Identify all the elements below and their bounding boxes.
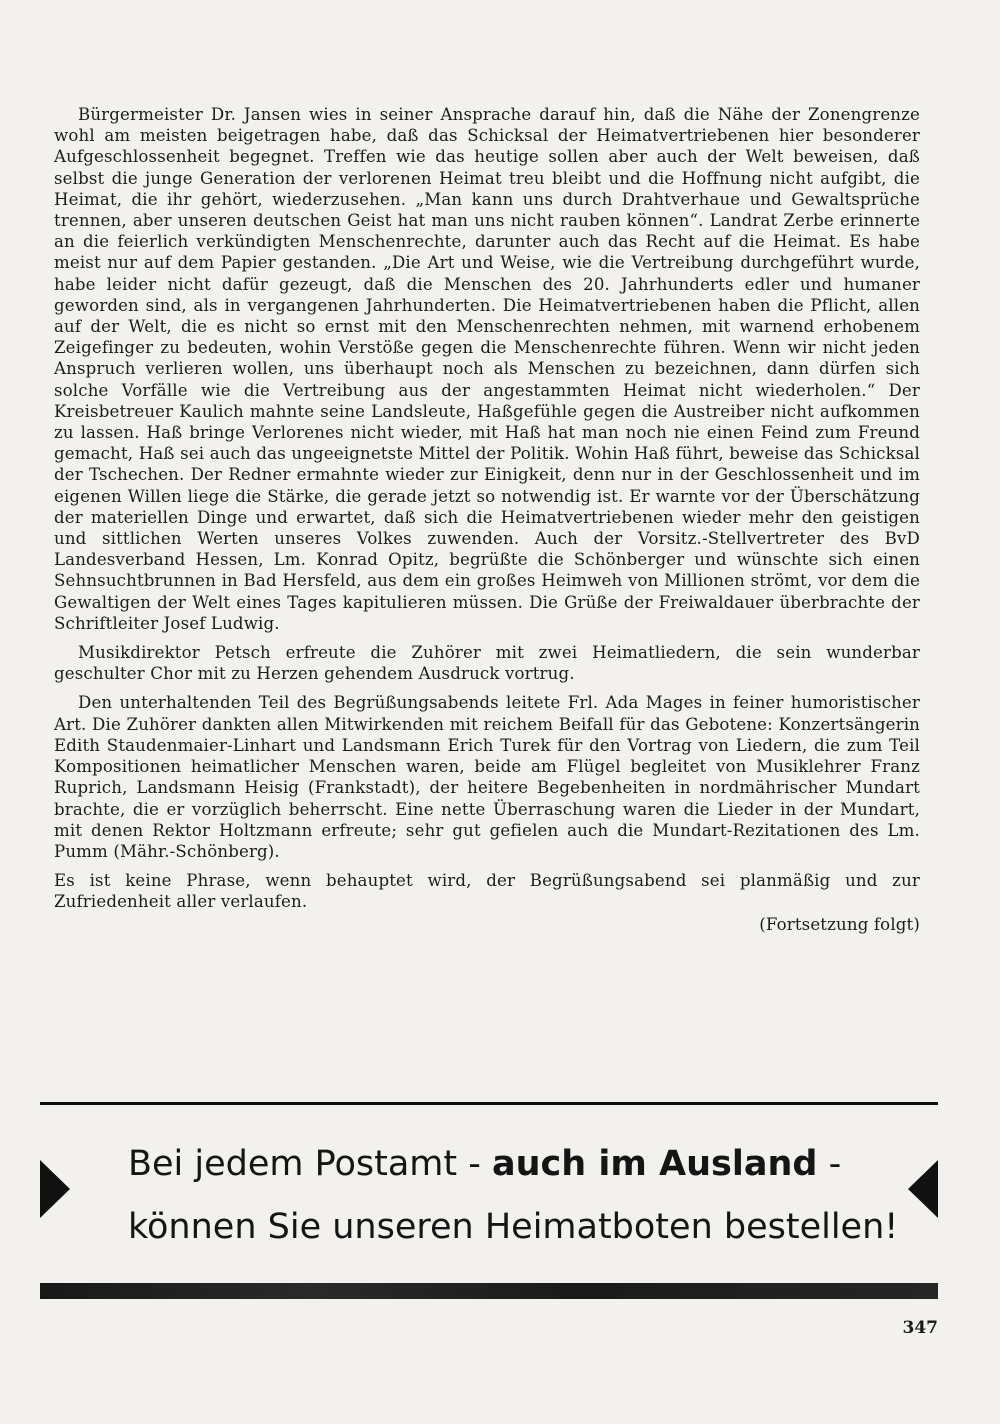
advertisement-line-1-bold: auch im Ausland [492,1144,818,1184]
article-paragraph-3: Den unterhaltenden Teil des Begrüßungsabends leitete Frl. Ada Mages in feiner humoristischer Art. Die Zuhörer dankten allen Mitwirkenden mit reichem Beifall für das Gebotene: Konzertsängerin Edith Staudenmaier-Linhart und Landsmann Erich Turek für den Vortrag von Liedern, die zum Teil Kompositionen heimatlicher Menschen waren, beide am Flügel begleitet von Musiklehrer Franz Ruprich, Landsmann Heisig (Frankstadt), der heitere Begebenheiten in nordmährischer Mundart brachte, die er vorzüglich beherrscht. Eine nette Überraschung waren die Lieder in der Mundart, mit denen Rektor Holtzmann erfreute; sehr gut gefielen auch die Mundart-Rezitationen des Lm. Pumm (Mähr.-Schönberg). [54,693,920,861]
arrow-left-icon [908,1160,938,1218]
article-paragraph-2: Musikdirektor Petsch erfreute die Zuhörer mit zwei Heimatliedern, die sein wunderbar geschulter Chor mit zu Herzen gehendem Ausdruck vortrug. [54,643,920,684]
arrow-right-icon [40,1160,70,1218]
advertisement-line-2: können Sie unseren Heimatboten bestellen! [128,1207,899,1247]
advertisement-line-1-prefix: Bei jedem Postamt - [128,1144,492,1184]
advertisement-line-1 [128,1142,888,1186]
article-body [54,104,920,935]
advertisement-top-rule [40,1102,938,1105]
page-number: 347 [902,1318,938,1338]
article-paragraph-4: Es ist keine Phrase, wenn behauptet wird, der Begrüßungsabend sei planmäßig und zur Zufriedenheit aller verlaufen. [54,871,920,912]
advertisement-bottom-rule [40,1283,938,1299]
article-paragraph-1: Bürgermeister Dr. Jansen wies in seiner Ansprache darauf hin, daß die Nähe der Zonengrenze wohl am meisten beigetragen habe, daß das Schicksal der Heimatvertriebenen hier besonderer Aufgeschlossenheit begegnet. Treffen wie das heutige sollen aber auch der Welt beweisen, daß selbst die junge Generation der verlorenen Heimat treu bleibt und die Hoffnung nicht aufgibt, die Heimat, die ihr gehört, wiederzusehen. „Man kann uns durch Drahtverhaue und Gewaltsprüche trennen, aber unseren deutschen Geist hat man uns nicht rauben können“. Landrat Zerbe erinnerte an die feierlich verkündigten Menschenrechte, darunter auch das Recht auf die Heimat. Es habe meist nur auf dem Papier gestanden. „Die Art und Weise, wie die Vertreibung durchgeführt wurde, habe leider nicht dafür gezeugt, daß die Menschen des 20. Jahrhunderts edler und humaner geworden sind, als in vergangenen Jahrhunderten. Die Heimatvertriebenen haben die Pflicht, allen auf der Welt, die es nicht so ernst mit den Menschenrechten nehmen, mit warnend erhobenem Zeigefinger zu bedeuten, wohin Verstöße gegen die Menschenrechte führen. Wenn wir nicht jeden Anspruch verlieren wollen, uns überhaupt noch als Menschen zu bezeichnen, dann dürfen sich solche Vorfälle wie die Vertreibung aus der angestammten Heimat nicht wiederholen.“ Der Kreisbetreuer Kaulich mahnte seine Landsleute, Haßgefühle gegen die Austreiber nicht aufkommen zu lassen. Haß bringe Verlorenes nicht wieder, mit Haß hat man noch nie einen Feind zum Freund gemacht, Haß sei auch das ungeeignetste Mittel der Politik. Wohin Haß führt, beweise das Schicksal der Tschechen. Der Redner ermahnte wieder zur Einigkeit, denn nur in der Geschlossenheit und im eigenen Willen liege die Stärke, die gerade jetzt so notwendig ist. Er warnte vor der Überschätzung der materiellen Dinge und erwartet, daß sich die Heimatvertriebenen wieder mehr den geistigen und sittlichen Werten unseres Volkes zuwenden. Auch der Vorsitz.-Stellvertreter des BvD Landesverband Hessen, Lm. Konrad Opitz, begrüßte die Schönberger und wünschte sich einen Sehnsuchtbrunnen in Bad Hersfeld, aus dem ein großes Heimweh von Millionen strömt, vor dem die Gewaltigen der Welt eines Tages kapitulieren müssen. Die Grüße der Freiwaldauer überbrachte der Schriftleiter Josef Ludwig. [54,105,920,633]
continuation-note: (Fortsetzung folgt) [759,914,920,934]
advertisement-line-1-suffix: - [817,1144,842,1184]
